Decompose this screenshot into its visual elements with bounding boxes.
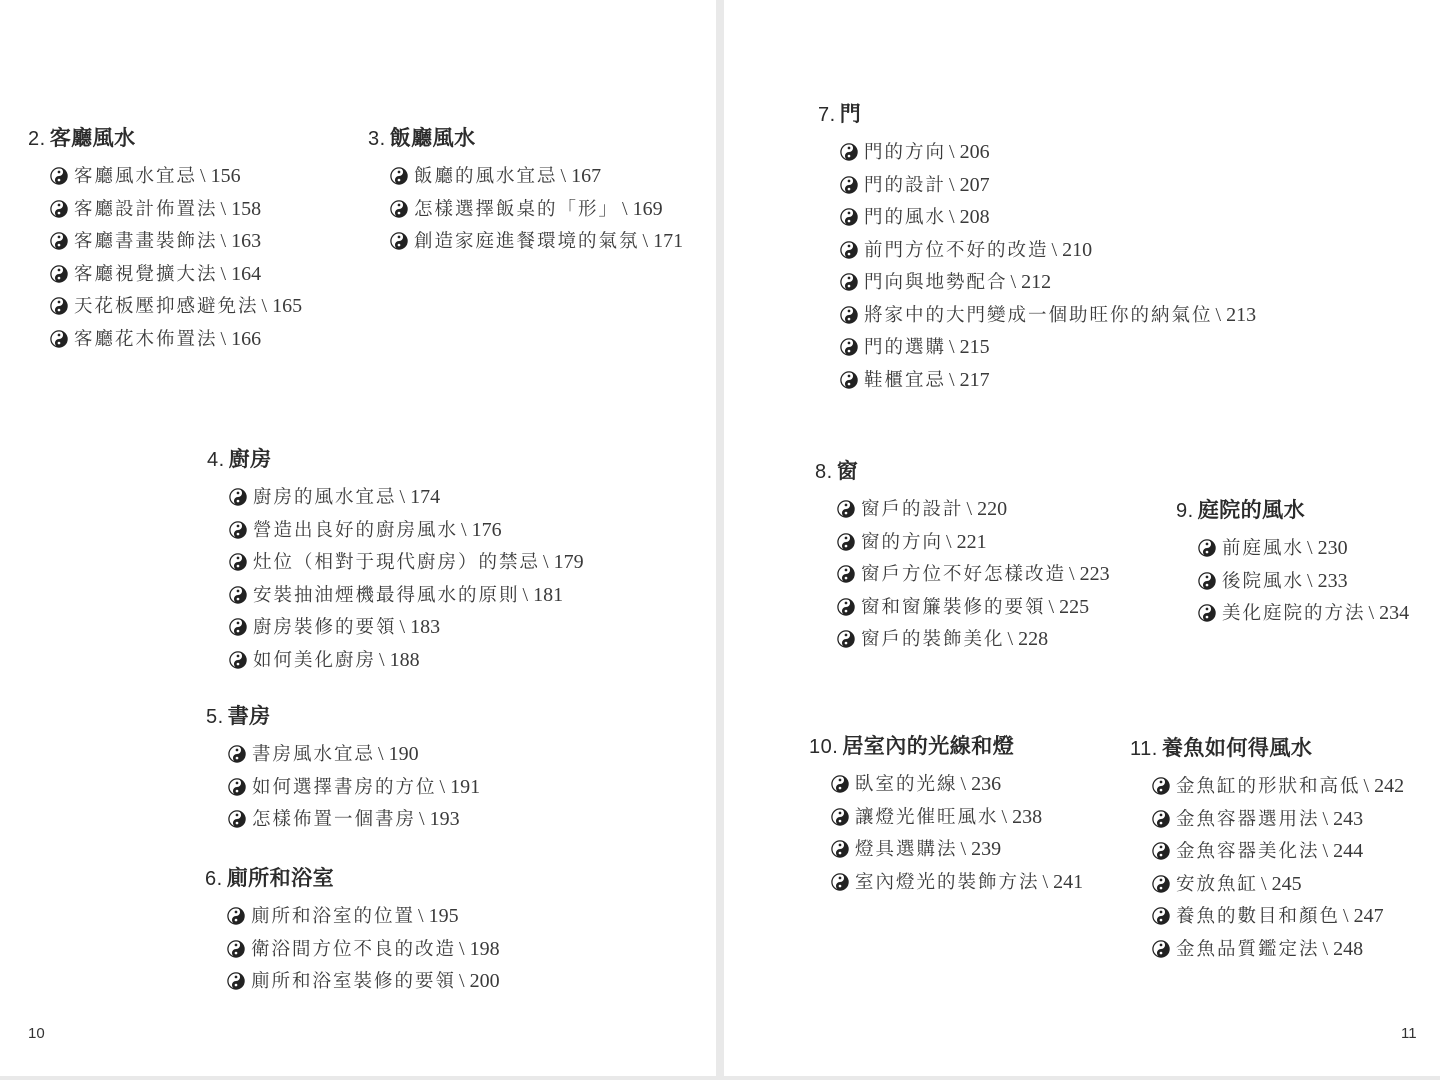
section-heading <box>1130 732 1404 762</box>
toc-entry <box>837 623 1110 656</box>
section-heading <box>207 443 584 473</box>
toc-entry <box>50 258 302 291</box>
toc-entry-title: 如何美化廚房 <box>253 649 377 671</box>
yin-yang-icon <box>228 778 246 796</box>
toc-entry-title: 前門方位不好的改造 <box>864 239 1049 261</box>
toc-entry <box>1152 933 1404 966</box>
section-number: 3. <box>368 128 386 150</box>
page-number-right: 11 <box>1401 1025 1417 1042</box>
toc-entry-page: \ 234 <box>1368 602 1410 624</box>
toc-entry-list <box>1130 770 1404 965</box>
toc-entry-title: 窗和窗簾裝修的要領 <box>861 596 1046 618</box>
toc-entry-list <box>206 738 480 836</box>
toc-section-6 <box>205 862 500 998</box>
toc-section-11 <box>1130 732 1404 965</box>
yin-yang-icon <box>50 200 68 218</box>
toc-entry-title: 天花板壓抑感避免法 <box>74 296 259 317</box>
section-title: 門 <box>839 102 862 126</box>
toc-entry-page: \ 244 <box>1322 840 1364 862</box>
section-title: 養魚如何得風水 <box>1161 736 1313 760</box>
toc-entry <box>229 546 584 579</box>
toc-entry-title: 飯廳的風水宜忌 <box>414 166 558 187</box>
yin-yang-icon <box>228 745 246 763</box>
section-number: 10. <box>809 736 839 758</box>
yin-yang-icon <box>229 521 247 539</box>
section-title: 廚房 <box>228 447 272 471</box>
left-page <box>0 0 716 1076</box>
yin-yang-icon <box>228 810 246 828</box>
toc-entry-page: \ 164 <box>220 262 262 285</box>
yin-yang-icon <box>50 297 68 315</box>
toc-entry <box>840 331 1256 364</box>
yin-yang-icon <box>840 273 858 291</box>
yin-yang-icon <box>50 232 68 250</box>
yin-yang-icon <box>840 241 858 259</box>
toc-entry-page: \ 233 <box>1307 569 1348 592</box>
toc-entry-page: \ 215 <box>949 336 990 358</box>
toc-entry-page: \ 156 <box>200 165 241 187</box>
toc-entry-title: 客廳書畫裝飾法 <box>74 231 218 252</box>
yin-yang-icon <box>1152 875 1170 893</box>
toc-entry-title: 窗的方向 <box>861 531 944 553</box>
toc-entry-title: 怎樣佈置一個書房 <box>252 809 417 830</box>
toc-entry <box>840 169 1256 202</box>
toc-entry-page: \ 248 <box>1322 937 1364 960</box>
section-title: 窗 <box>836 459 859 483</box>
toc-entry-list <box>28 160 302 355</box>
toc-entry-list <box>207 481 584 676</box>
right-page <box>724 0 1440 1076</box>
toc-entry <box>228 771 480 804</box>
toc-entry-title: 營造出良好的廚房風水 <box>253 519 459 541</box>
toc-entry <box>831 768 1083 801</box>
toc-entry-list <box>205 900 500 998</box>
toc-entry-title: 窗戶方位不好怎樣改造 <box>861 564 1067 585</box>
toc-entry-title: 創造家庭進餐環境的氣氛 <box>414 231 640 252</box>
section-number: 9. <box>1176 500 1194 522</box>
page-number-left: 10 <box>28 1025 45 1042</box>
toc-entry-page: \ 183 <box>399 616 441 638</box>
toc-entry-page: \ 212 <box>1010 271 1052 293</box>
toc-entry-page: \ 163 <box>220 230 262 252</box>
toc-entry <box>50 225 302 258</box>
section-title: 書房 <box>227 704 271 728</box>
section-title: 廁所和浴室 <box>226 866 335 890</box>
yin-yang-icon <box>840 176 858 194</box>
toc-entry-title: 書房風水宜忌 <box>252 744 376 765</box>
toc-entry-title: 門向與地勢配合 <box>864 272 1008 293</box>
toc-entry-page: \ 217 <box>949 368 990 391</box>
toc-entry-title: 窗戶的設計 <box>861 499 964 520</box>
section-title: 庭院的風水 <box>1197 498 1306 522</box>
toc-entry-title: 將家中的大門變成一個助旺你的納氣位 <box>864 304 1213 326</box>
yin-yang-icon <box>837 630 855 648</box>
toc-entry-title: 廚房的風水宜忌 <box>253 487 397 508</box>
toc-entry-title: 客廳設計佈置法 <box>74 198 218 220</box>
toc-entry-title: 門的風水 <box>864 207 947 228</box>
toc-entry-page: \ 174 <box>399 486 441 508</box>
section-number: 7. <box>818 104 836 126</box>
toc-entry-title: 衛浴間方位不良的改造 <box>251 938 457 960</box>
toc-entry <box>227 900 500 933</box>
yin-yang-icon <box>840 371 858 389</box>
toc-entry-title: 前庭風水 <box>1222 538 1305 559</box>
section-title: 客廳風水 <box>49 126 136 150</box>
toc-entry-page: \ 188 <box>379 648 420 671</box>
section-number: 2. <box>28 128 46 150</box>
toc-section-4 <box>207 443 584 676</box>
toc-entry <box>50 193 302 226</box>
toc-entry-page: \ 171 <box>642 230 684 252</box>
yin-yang-icon <box>1152 940 1170 958</box>
yin-yang-icon <box>229 651 247 669</box>
toc-entry-page: \ 167 <box>560 165 602 187</box>
toc-entry-list <box>368 160 683 258</box>
toc-entry-title: 燈具選購法 <box>855 839 958 860</box>
toc-entry <box>840 364 1256 397</box>
yin-yang-icon <box>50 167 68 185</box>
toc-entry-page: \ 245 <box>1261 872 1302 895</box>
section-number: 8. <box>815 461 833 483</box>
toc-entry-list <box>818 136 1256 396</box>
yin-yang-icon <box>390 167 408 185</box>
toc-entry <box>229 644 584 677</box>
toc-entry-page: \ 238 <box>1001 805 1043 828</box>
toc-entry-title: 廁所和浴室裝修的要領 <box>251 971 457 992</box>
toc-entry-title: 金魚品質鑑定法 <box>1176 938 1320 960</box>
toc-entry-page: \ 190 <box>378 743 419 765</box>
toc-entry-page: \ 228 <box>1007 628 1049 650</box>
toc-entry-title: 門的設計 <box>864 174 947 196</box>
toc-entry-title: 臥室的光線 <box>855 774 958 795</box>
section-heading <box>809 730 1083 760</box>
toc-entry <box>840 266 1256 299</box>
yin-yang-icon <box>229 586 247 604</box>
toc-entry-list <box>815 493 1110 656</box>
yin-yang-icon <box>1152 907 1170 925</box>
toc-section-7 <box>818 98 1256 396</box>
toc-entry <box>1152 770 1404 803</box>
toc-entry <box>227 965 500 998</box>
section-title: 飯廳風水 <box>389 126 476 150</box>
toc-entry-page: \ 223 <box>1069 563 1110 585</box>
yin-yang-icon <box>50 265 68 283</box>
toc-entry <box>1198 532 1409 565</box>
toc-section-10 <box>809 730 1083 898</box>
yin-yang-icon <box>831 808 849 826</box>
toc-section-5 <box>206 700 480 836</box>
toc-entry <box>837 558 1110 591</box>
toc-entry-page: \ 236 <box>960 773 1002 795</box>
toc-entry <box>390 193 683 226</box>
yin-yang-icon <box>840 306 858 324</box>
toc-entry <box>840 201 1256 234</box>
toc-entry <box>837 493 1110 526</box>
toc-entry <box>390 225 683 258</box>
toc-entry-title: 門的選購 <box>864 337 947 358</box>
section-heading <box>206 700 480 730</box>
toc-entry <box>840 234 1256 267</box>
toc-entry <box>50 323 302 356</box>
toc-entry-title: 金魚容器美化法 <box>1176 841 1320 862</box>
toc-entry <box>1198 565 1409 598</box>
toc-entry-title: 廁所和浴室的位置 <box>251 906 416 927</box>
toc-entry-list <box>1176 532 1409 630</box>
toc-entry-page: \ 179 <box>543 551 584 573</box>
section-heading <box>28 122 302 152</box>
toc-entry-title: 灶位（相對于現代廚房）的禁忌 <box>253 552 541 573</box>
toc-entry-page: \ 242 <box>1363 775 1405 797</box>
section-heading <box>815 455 1110 485</box>
yin-yang-icon <box>840 208 858 226</box>
toc-entry-page: \ 220 <box>966 498 1008 520</box>
toc-entry <box>831 801 1083 834</box>
toc-entry-page: \ 176 <box>461 518 502 541</box>
yin-yang-icon <box>840 338 858 356</box>
toc-entry-page: \ 169 <box>622 197 663 220</box>
toc-entry <box>831 833 1083 866</box>
toc-entry <box>390 160 683 193</box>
yin-yang-icon <box>229 618 247 636</box>
toc-entry-page: \ 193 <box>419 808 460 830</box>
toc-entry <box>840 136 1256 169</box>
section-heading <box>1176 494 1409 524</box>
section-number: 5. <box>206 706 224 728</box>
yin-yang-icon <box>50 330 68 348</box>
toc-entry-page: \ 213 <box>1215 303 1257 326</box>
toc-entry <box>1152 868 1404 901</box>
toc-entry-page: \ 241 <box>1042 870 1084 893</box>
toc-entry-page: \ 195 <box>418 905 459 927</box>
toc-section-3 <box>368 122 683 258</box>
toc-entry-page: \ 198 <box>459 937 500 960</box>
toc-entry-page: \ 207 <box>949 173 990 196</box>
yin-yang-icon <box>840 143 858 161</box>
toc-entry-page: \ 200 <box>459 970 500 992</box>
yin-yang-icon <box>390 200 408 218</box>
yin-yang-icon <box>390 232 408 250</box>
section-number: 11. <box>1130 738 1158 760</box>
toc-entry <box>50 160 302 193</box>
toc-entry <box>831 866 1083 899</box>
section-number: 4. <box>207 449 225 471</box>
toc-entry-page: \ 158 <box>220 197 262 220</box>
toc-entry-title: 養魚的數目和顏色 <box>1176 906 1341 927</box>
toc-entry-title: 如何選擇書房的方位 <box>252 776 437 798</box>
toc-entry-page: \ 210 <box>1051 238 1093 261</box>
toc-entry <box>229 514 584 547</box>
toc-entry-title: 金魚容器選用法 <box>1176 808 1320 830</box>
toc-entry <box>1198 597 1409 630</box>
toc-entry <box>1152 803 1404 836</box>
toc-entry <box>50 290 302 323</box>
yin-yang-icon <box>831 873 849 891</box>
toc-section-8 <box>815 455 1110 656</box>
yin-yang-icon <box>837 533 855 551</box>
toc-entry <box>840 299 1256 332</box>
yin-yang-icon <box>837 500 855 518</box>
toc-entry-title: 客廳花木佈置法 <box>74 328 218 350</box>
yin-yang-icon <box>229 488 247 506</box>
toc-entry-title: 窗戶的裝飾美化 <box>861 629 1005 650</box>
yin-yang-icon <box>1152 777 1170 795</box>
toc-entry <box>229 481 584 514</box>
yin-yang-icon <box>831 840 849 858</box>
yin-yang-icon <box>831 775 849 793</box>
toc-entry-page: \ 191 <box>439 775 481 798</box>
toc-entry-title: 怎樣選擇飯桌的「形」 <box>414 198 620 220</box>
toc-entry-page: \ 239 <box>960 838 1002 860</box>
toc-entry <box>837 526 1110 559</box>
toc-section-9 <box>1176 494 1409 630</box>
toc-entry-title: 廚房裝修的要領 <box>253 617 397 638</box>
yin-yang-icon <box>1198 539 1216 557</box>
section-heading <box>818 98 1256 128</box>
yin-yang-icon <box>1152 842 1170 860</box>
toc-entry-title: 讓燈光催旺風水 <box>855 806 999 828</box>
toc-entry <box>228 803 480 836</box>
toc-entry-title: 美化庭院的方法 <box>1222 603 1366 624</box>
yin-yang-icon <box>1152 810 1170 828</box>
toc-entry <box>229 611 584 644</box>
toc-entry-page: \ 166 <box>220 327 262 350</box>
toc-entry-page: \ 165 <box>261 295 303 317</box>
toc-entry-title: 客廳視覺擴大法 <box>74 263 218 285</box>
toc-entry <box>1152 900 1404 933</box>
toc-entry <box>229 579 584 612</box>
toc-entry-page: \ 230 <box>1307 537 1348 559</box>
yin-yang-icon <box>837 565 855 583</box>
toc-entry-page: \ 243 <box>1322 807 1364 830</box>
toc-entry-title: 室內燈光的裝飾方法 <box>855 871 1040 893</box>
yin-yang-icon <box>837 598 855 616</box>
toc-entry <box>837 591 1110 624</box>
toc-entry-title: 安裝抽油煙機最得風水的原則 <box>253 584 520 606</box>
toc-entry <box>1152 835 1404 868</box>
toc-entry-title: 安放魚缸 <box>1176 873 1259 895</box>
yin-yang-icon <box>227 907 245 925</box>
toc-entry-page: \ 208 <box>949 206 990 228</box>
section-heading <box>368 122 683 152</box>
toc-entry-list <box>809 768 1083 898</box>
toc-entry <box>227 933 500 966</box>
yin-yang-icon <box>1198 604 1216 622</box>
toc-entry-title: 金魚缸的形狀和高低 <box>1176 776 1361 797</box>
toc-entry-title: 後院風水 <box>1222 570 1305 592</box>
toc-entry-page: \ 206 <box>949 141 990 163</box>
toc-entry-title: 門的方向 <box>864 142 947 163</box>
toc-entry-page: \ 247 <box>1343 905 1384 927</box>
section-title: 居室內的光線和燈 <box>842 734 1015 758</box>
yin-yang-icon <box>227 940 245 958</box>
yin-yang-icon <box>229 553 247 571</box>
yin-yang-icon <box>1198 572 1216 590</box>
toc-entry-page: \ 221 <box>946 530 987 553</box>
toc-entry <box>228 738 480 771</box>
toc-section-2 <box>28 122 302 355</box>
toc-entry-title: 鞋櫃宜忌 <box>864 369 947 391</box>
toc-entry-title: 客廳風水宜忌 <box>74 166 198 187</box>
section-heading <box>205 862 500 892</box>
toc-entry-page: \ 181 <box>522 583 564 606</box>
section-number: 6. <box>205 868 223 890</box>
toc-entry-page: \ 225 <box>1048 595 1090 618</box>
yin-yang-icon <box>227 972 245 990</box>
